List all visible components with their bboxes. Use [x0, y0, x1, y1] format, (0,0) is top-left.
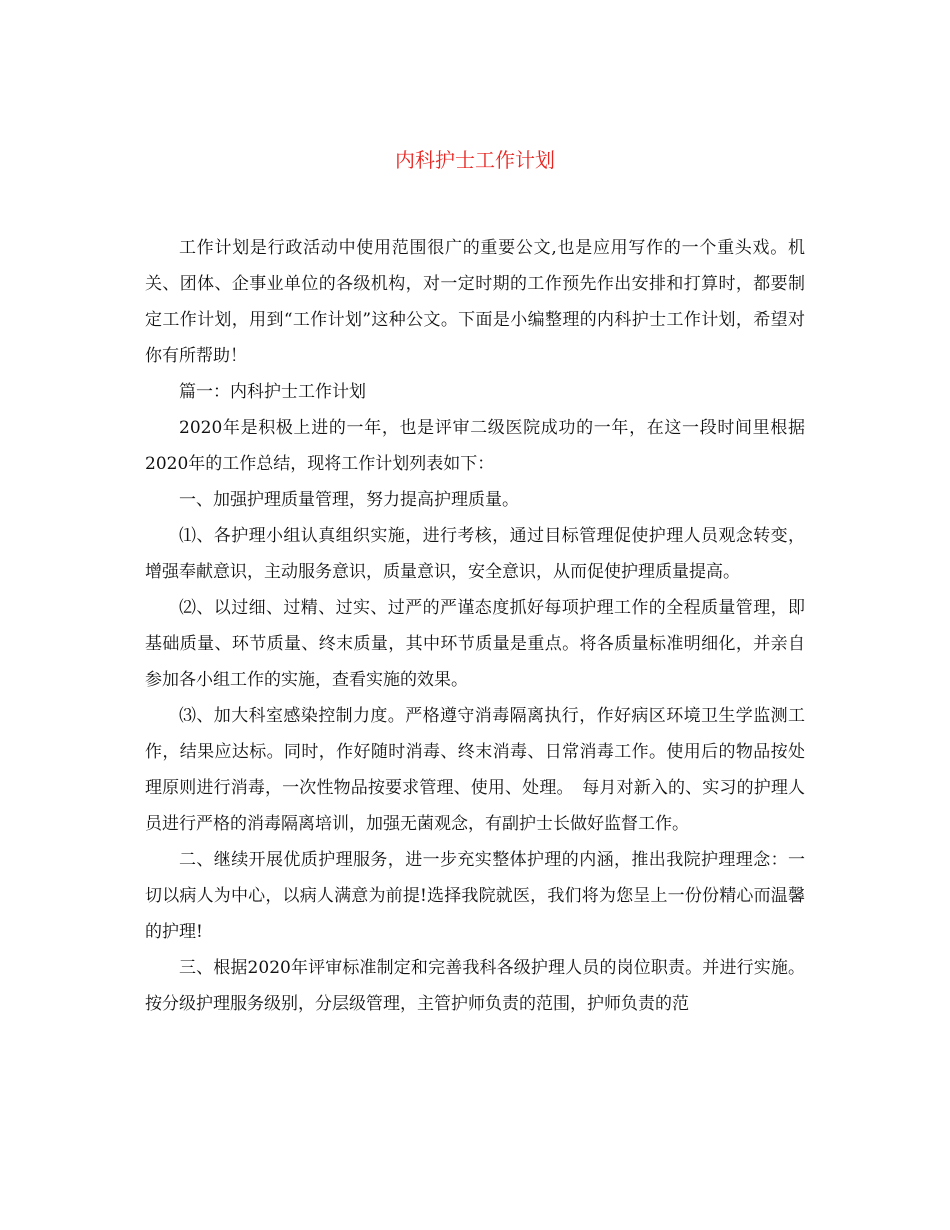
- section-heading-three: 三、根据2020年评审标准制定和完善我科各级护理人员的岗位职责。并进行实施。按分级护理服务级别，分层级管理，主管护师负责的范围，护师负责的范: [145, 958, 805, 1014]
- body-paragraph: 2020年是积极上进的一年，也是评审二级医院成功的一年，在这一段时间里根据2020年的工作总结，现将工作计划列表如下：: [145, 418, 805, 474]
- section-heading-two: 二、继续开展优质护理服务，进一步充实整体护理的内涵，推出我院护理理念：一切以病人为中心，以病人满意为前提!选择我院就医，我们将为您呈上一份份精心而温馨的护理!: [145, 850, 805, 942]
- list-item-2: ⑵、以过细、过精、过实、过严的严谨态度抓好每项护理工作的全程质量管理，即基础质量、环节质量、终末质量，其中环节质量是重点。将各质量标准明细化，并亲自参加各小组工作的实施，查看实施的效果。: [145, 598, 805, 690]
- list-item-1: ⑴、各护理小组认真组织实施，进行考核，通过目标管理促使护理人员观念转变，增强奉献意识，主动服务意识，质量意识，安全意识，从而促使护理质量提高。: [145, 526, 805, 582]
- intro-paragraph: 工作计划是行政活动中使用范围很广的重要公文,也是应用写作的一个重头戏。机关、团体、企事业单位的各级机构，对一定时期的工作预先作出安排和打算时，都要制定工作计划，用到“工作计划”这种公文。下面是小编整理的内科护士工作计划，希望对你有所帮助！: [145, 238, 805, 366]
- document-body: [145, 230, 805, 1022]
- document-title: 内科护士工作计划: [395, 148, 555, 172]
- section-heading-part-one: 篇一：内科护士工作计划: [179, 382, 366, 402]
- section-heading-one: 一、加强护理质量管理，努力提高护理质量。: [179, 490, 519, 510]
- list-item-3: ⑶、加大科室感染控制力度。严格遵守消毒隔离执行，作好病区环境卫生学监测工作，结果应达标。同时，作好随时消毒、终末消毒、日常消毒工作。使用后的物品按处理原则进行消毒，一次性物品按要求管理、使用、处理。 每月对新入的、实习的护理人员进行严格的消毒隔离培训，加强无菌观念，有副护士长做好监督工作。: [145, 706, 805, 834]
